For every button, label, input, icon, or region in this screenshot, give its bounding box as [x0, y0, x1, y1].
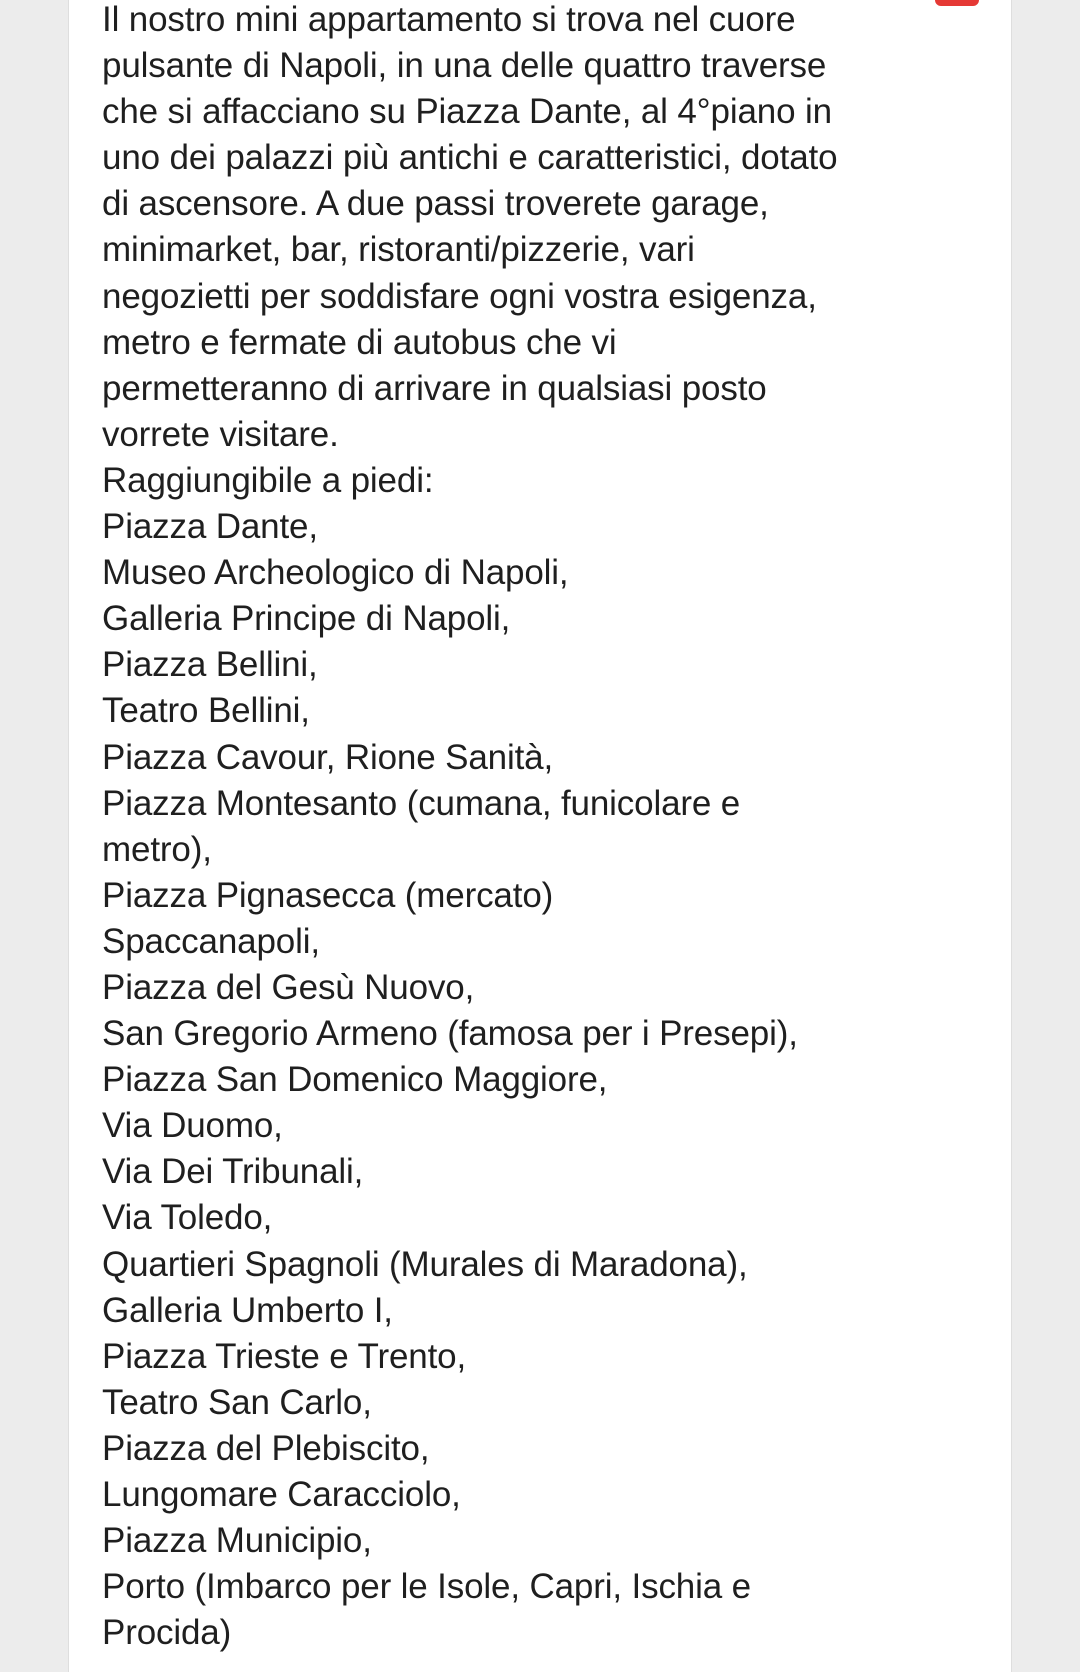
place-item: Via Dei Tribunali,: [102, 1152, 364, 1192]
text-line-4: uno dei palazzi più antichi e caratteristici, dotato: [102, 138, 838, 178]
text-line-6: minimarket, bar, ristoranti/pizzerie, vari: [102, 230, 695, 270]
text-line-8: metro e fermate di autobus che vi: [102, 322, 617, 362]
place-item: Museo Archeologico di Napoli,: [102, 553, 569, 593]
place-item: Piazza Trieste e Trento,: [102, 1336, 467, 1376]
place-item: San Gregorio Armeno (famosa per i Presepi),: [102, 1014, 798, 1054]
place-item: Galleria Umberto I,: [102, 1290, 393, 1330]
place-item: Quartieri Spagnoli (Murales di Maradona),: [102, 1244, 748, 1284]
place-item: metro),: [102, 829, 212, 869]
place-item: Lungomare Caracciolo,: [102, 1475, 461, 1514]
text-line-2: pulsante di Napoli, in una delle quattro traverse: [102, 46, 827, 86]
place-item: Piazza Dante,: [102, 507, 318, 547]
text-line-3: che si affacciano su Piazza Dante, al 4°piano in: [102, 92, 832, 132]
place-item: Galleria Principe di Napoli,: [102, 599, 511, 639]
place-item: Piazza del Plebiscito,: [102, 1428, 430, 1468]
section-heading: Raggiungibile a piedi:: [102, 460, 434, 500]
text-line-7: negozietti per soddisfare ogni vostra esigenza,: [102, 276, 817, 316]
text-line-9: permetteranno di arrivare in qualsiasi posto: [102, 368, 767, 408]
place-item: Via Toledo,: [102, 1198, 273, 1238]
place-item: Spaccanapoli,: [102, 921, 320, 961]
place-item: Piazza del Gesù Nuovo,: [102, 967, 475, 1007]
place-item: Procida): [102, 1613, 232, 1653]
place-item: Piazza Bellini,: [102, 645, 318, 685]
place-item: Via Duomo,: [102, 1106, 283, 1146]
place-item: Piazza Municipio,: [102, 1521, 372, 1561]
place-item: Piazza San Domenico Maggiore,: [102, 1060, 608, 1100]
post-description: [102, 0, 982, 1656]
place-item: Teatro San Carlo,: [102, 1382, 372, 1422]
text-line-10: vorrete visitare.: [102, 414, 339, 454]
place-item: Teatro Bellini,: [102, 691, 310, 731]
place-item: Piazza Pignasecca (mercato): [102, 875, 554, 915]
place-item: Porto (Imbarco per le Isole, Capri, Ischia e: [102, 1567, 751, 1607]
text-line-5: di ascensore. A due passi troverete garage,: [102, 184, 769, 224]
place-item: Piazza Montesanto (cumana, funicolare e: [102, 783, 741, 823]
text-line-1: Il nostro mini appartamento si trova nel cuore: [102, 0, 796, 39]
place-item: Piazza Cavour, Rione Sanità,: [102, 737, 554, 777]
